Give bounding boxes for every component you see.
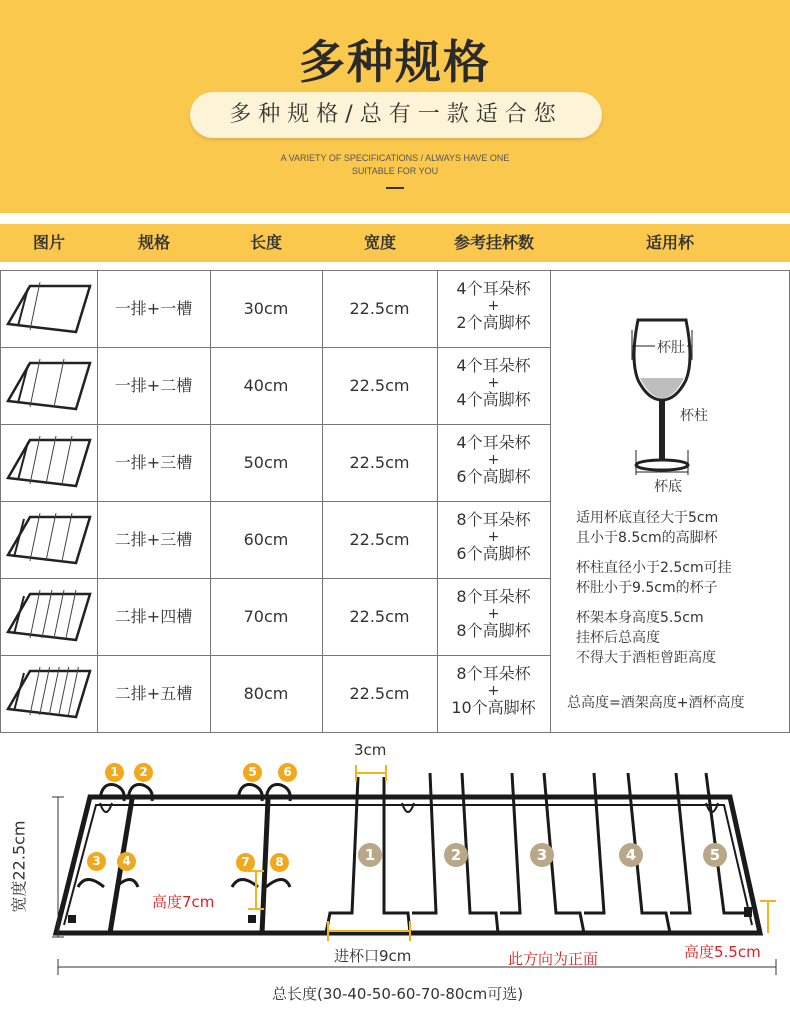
- base-label: 杯底: [654, 479, 682, 495]
- rack-thumbnail: [2, 428, 95, 498]
- header-banner: [0, 0, 790, 213]
- cups-cell: [437, 347, 550, 409]
- rack-height-label: 高度5.5cm: [684, 943, 761, 961]
- width-cell: 22.5cm: [349, 299, 410, 318]
- rack-thumbnail: [2, 505, 95, 575]
- divider-dash: [386, 187, 404, 189]
- slot-number-2: 2: [444, 843, 468, 867]
- glass-note-2: 且小于8.5cm的高脚杯: [576, 530, 718, 546]
- cups-ear-cups: 4个耳朵杯: [456, 433, 531, 452]
- width-cell: 22.5cm: [349, 607, 410, 626]
- hook-number-5: 5: [243, 762, 262, 782]
- spec-cell: 一排+二槽: [114, 376, 193, 395]
- english-line-1: A VARIETY OF SPECIFICATIONS / ALWAYS HAVE ONE: [280, 153, 510, 163]
- length-cell: 60cm: [243, 530, 289, 549]
- bowl-label: 杯肚: [655, 337, 687, 357]
- glass-note-6: 挂杯后总高度: [576, 630, 660, 646]
- length-cell: 70cm: [243, 607, 289, 626]
- cups-ear-cups: 4个耳朵杯: [456, 356, 531, 375]
- slot-number-1: 1: [358, 843, 382, 867]
- col-header-spec: 规格: [137, 233, 170, 252]
- rack-thumbnail: [2, 659, 95, 729]
- spec-cell: 二排+五槽: [114, 684, 193, 703]
- width-label: 宽度22.5cm: [9, 820, 29, 913]
- cups-cell: [437, 578, 550, 640]
- glass-note-5: 杯架本身高度5.5cm: [576, 610, 704, 626]
- spec-cell: 二排+三槽: [114, 530, 193, 549]
- cups-cell: [437, 655, 550, 717]
- width-cell: 22.5cm: [349, 453, 410, 472]
- glass-note-4: 杯肚小于9.5cm的杯子: [576, 580, 718, 596]
- cups-plus: +: [487, 529, 500, 545]
- entry-width-label: 进杯口9cm: [334, 947, 412, 965]
- hook-number-7: 7: [236, 852, 255, 872]
- cups-ear-cups: 8个耳朵杯: [456, 587, 531, 606]
- cups-stem-cups: 8个高脚杯: [456, 621, 531, 640]
- cups-stem-cups: 6个高脚杯: [456, 467, 531, 486]
- english-line-2: SUITABLE FOR YOU: [351, 166, 439, 176]
- col-header-width: 宽度: [363, 233, 396, 252]
- stem-label: 杯柱: [680, 408, 708, 424]
- cups-plus: +: [487, 298, 500, 314]
- cups-plus: +: [487, 375, 500, 391]
- cups-ear-cups: 8个耳朵杯: [456, 664, 531, 683]
- col-header-cups: 参考挂杯数: [453, 233, 534, 252]
- rack-diagram: [0, 737, 790, 1021]
- glass-note-total: 总高度=酒架高度+酒杯高度: [567, 695, 745, 711]
- subtitle-pill: 多种规格/总有一款适合您: [190, 92, 602, 138]
- spec-cell: 一排+一槽: [114, 299, 193, 318]
- col-header-glass: 适用杯: [645, 233, 694, 252]
- table-header: [0, 224, 790, 262]
- slot-number-4: 4: [619, 843, 643, 867]
- page-title: 多种规格: [299, 35, 491, 89]
- glass-note-7: 不得大于酒柜曾距高度: [576, 650, 716, 666]
- hook-number-4: 4: [117, 851, 136, 871]
- cups-stem-cups: 4个高脚杯: [456, 390, 531, 409]
- spec-cell: 一排+三槽: [114, 453, 193, 472]
- length-cell: 40cm: [243, 376, 289, 395]
- cups-cell: [437, 424, 550, 486]
- hook-number-1: 1: [105, 762, 124, 782]
- col-header-length: 长度: [249, 233, 282, 252]
- spec-cell: 二排+四槽: [114, 607, 193, 626]
- cups-cell: [437, 270, 550, 332]
- slot-number-5: 5: [703, 843, 727, 867]
- length-cell: 80cm: [243, 684, 289, 703]
- width-cell: 22.5cm: [349, 530, 410, 549]
- hook-number-2: 2: [134, 762, 153, 782]
- cups-ear-cups: 8个耳朵杯: [456, 510, 531, 529]
- length-cell: 30cm: [243, 299, 289, 318]
- wine-glass-illustration: [600, 300, 750, 500]
- cups-stem-cups: 10个高脚杯: [451, 698, 536, 717]
- width-cell: 22.5cm: [349, 684, 410, 703]
- cups-cell: [437, 501, 550, 563]
- cups-plus: +: [487, 606, 500, 622]
- total-length-label: 总长度(30-40-50-60-70-80cm可选): [272, 985, 524, 1003]
- cups-plus: +: [487, 683, 500, 699]
- cups-plus: +: [487, 452, 500, 468]
- rack-thumbnail: [2, 351, 95, 421]
- cups-stem-cups: 2个高脚杯: [456, 313, 531, 332]
- width-cell: 22.5cm: [349, 376, 410, 395]
- col-header-image: 图片: [32, 233, 65, 252]
- rack-thumbnail: [2, 582, 95, 652]
- hook-number-3: 3: [87, 851, 106, 871]
- hook-number-8: 8: [270, 852, 289, 872]
- hook-height-label: 高度7cm: [152, 893, 215, 911]
- front-direction-label: 此方向为正面: [508, 950, 599, 968]
- slot-width-label: 3cm: [354, 741, 387, 759]
- english-subtitle: [0, 152, 790, 178]
- rack-thumbnail: [2, 274, 95, 344]
- glass-note-3: 杯柱直径小于2.5cm可挂: [576, 560, 732, 576]
- cups-ear-cups: 4个耳朵杯: [456, 279, 531, 298]
- cups-stem-cups: 6个高脚杯: [456, 544, 531, 563]
- hook-number-6: 6: [278, 762, 297, 782]
- glass-note-1: 适用杯底直径大于5cm: [576, 510, 719, 526]
- slot-number-3: 3: [530, 843, 554, 867]
- length-cell: 50cm: [243, 453, 289, 472]
